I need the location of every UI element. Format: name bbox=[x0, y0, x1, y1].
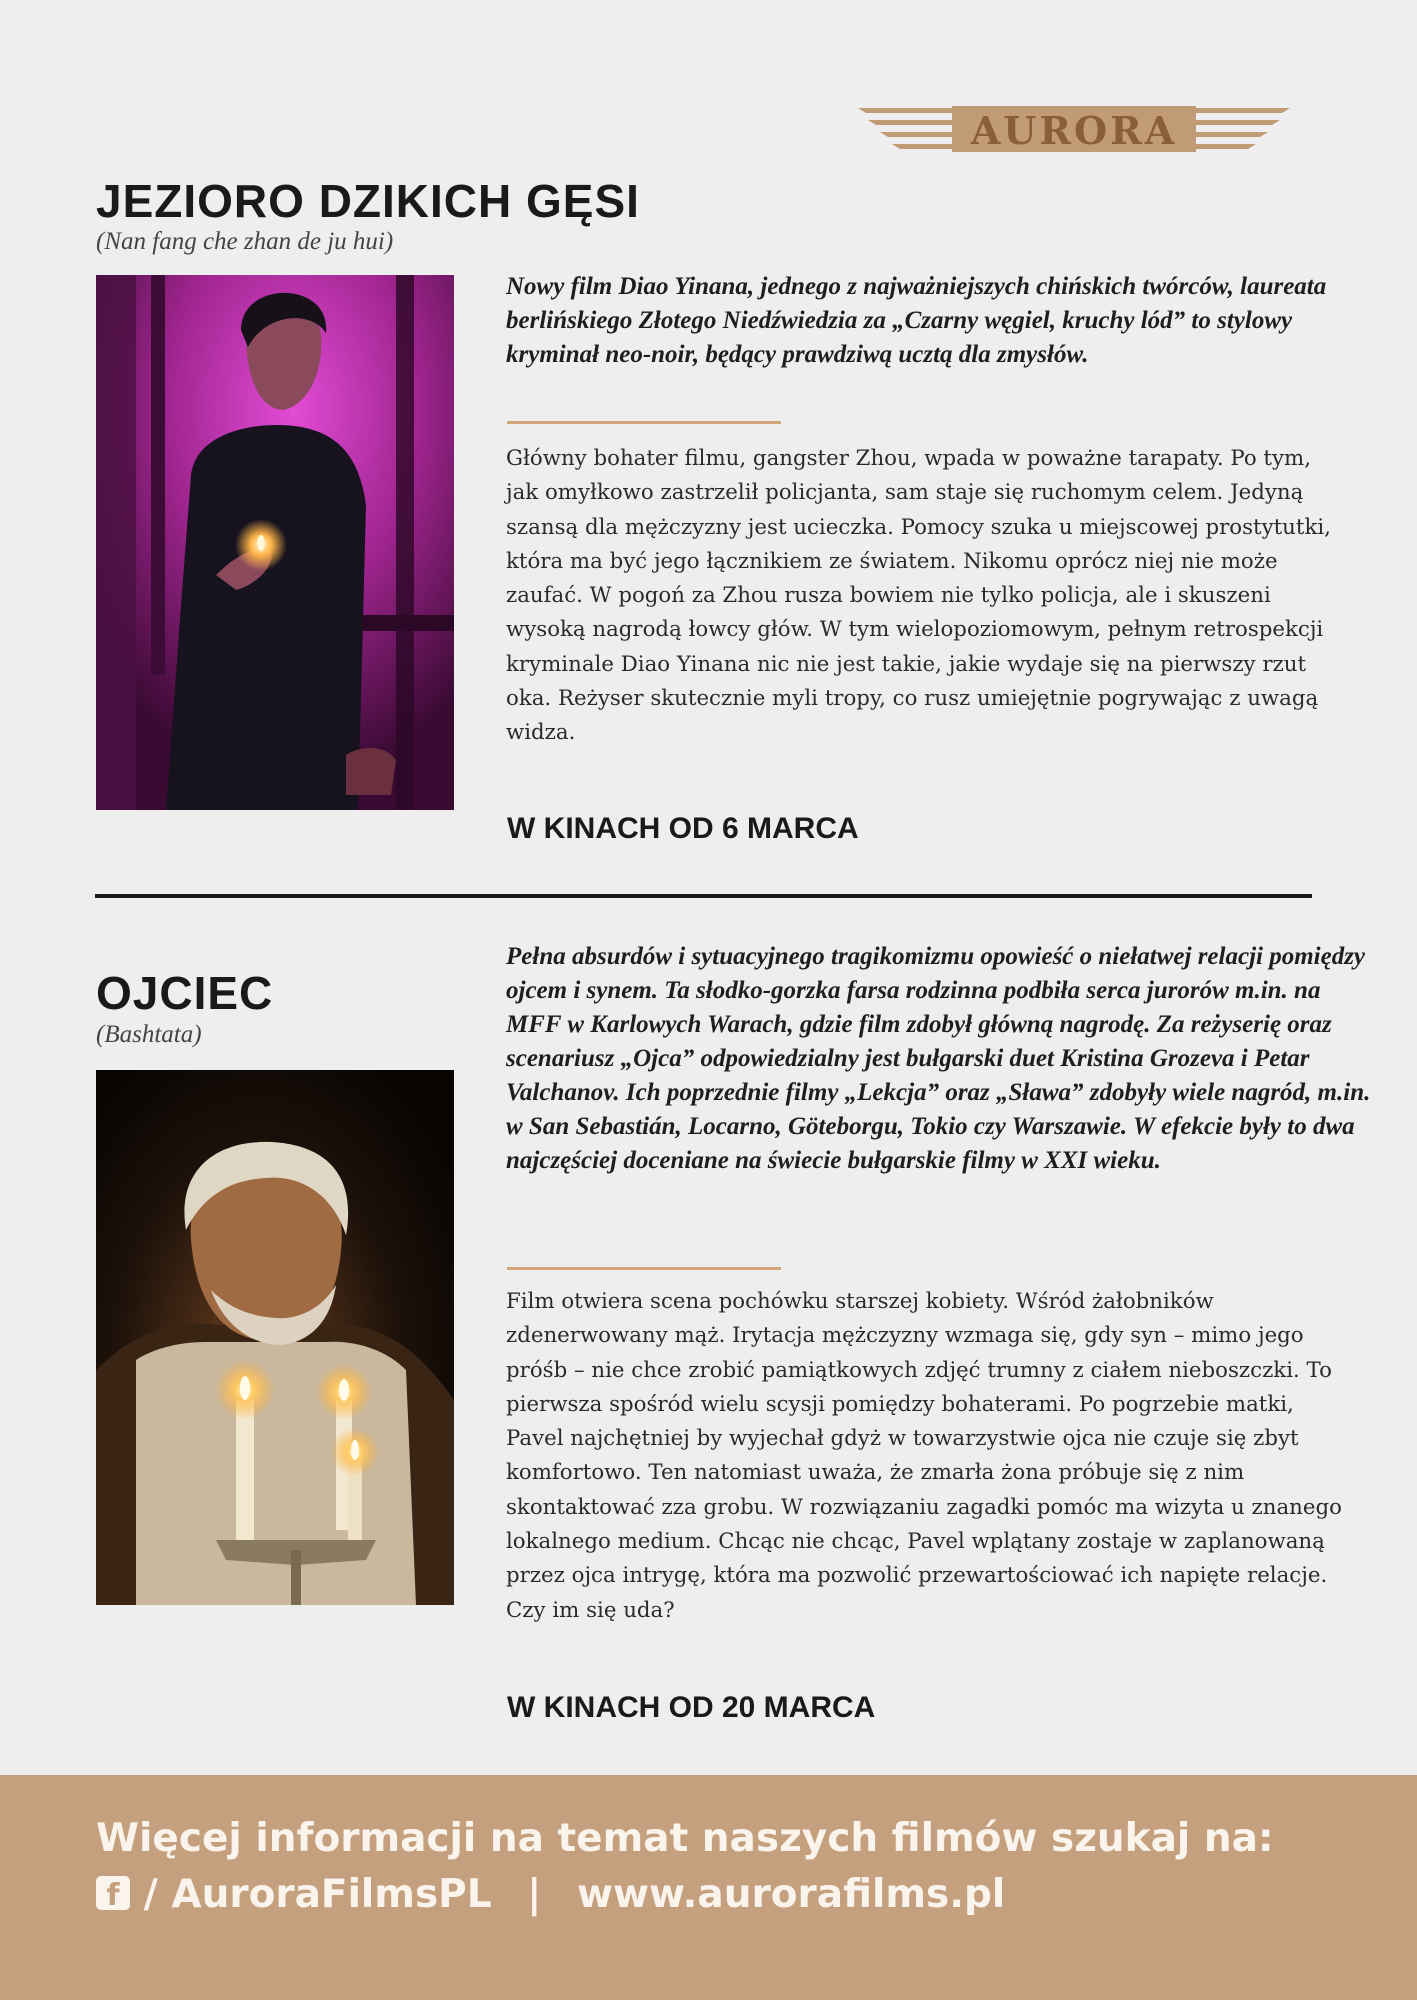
film2-synopsis: Film otwiera scena pochówku starszej kobiety. Wśród żałobników zdenerwowany mąż. Irytacja mężczyzny wzmaga się, gdy syn – mimo jego próśb – nie chce zrobić pamiątkowych zdjęć trumny z ciałem nieboszczki. To pierwsza spośród wielu scysji pomiędzy bohaterami. Po pogrzebie matki, Pavel najchętniej by wyjechał gdyż w towarzystwie ojca nie czuje się zbyt komfortowo. Ten natomiast uważa, że zmarła żona próbuje się z nim skontaktować zza grobu. W rozwiązaniu zagadki pomóc ma wizyta u znanego lokalnego medium. Chcąc nie chcąc, Pavel wplątany zostaje w zaplanowaną przez ojca intrygę, która ma pozwolić przewartościować ich napięte relacje. Czy im się uda? bbox=[506, 1289, 1342, 1623]
website-link[interactable]: www.aurorafilms.pl bbox=[577, 1872, 1006, 1917]
film1-title: JEZIORO DZIKICH GĘSI bbox=[96, 175, 640, 227]
footer-info-text: Więcej informacji na temat naszych filmów szukaj na: bbox=[96, 1816, 1274, 1861]
footer-separator: | bbox=[527, 1872, 542, 1917]
film2-lead: Pełna absurdów i sytuacyjnego tragikomizmu opowieść o niełatwej relacji pomiędzy ojcem i synem. Ta słodko-gorzka farsa rodzinna podbiła serca jurorów m.in. na MFF w Karlowych Warach, gdzie film zdobył główną nagrodę. Za reżyserię oraz scenariusz „Ojca” odpowiedzialny jest bułgarski duet Kristina Grozeva i Petar Valchanov. Ich poprzednie filmy „Lekcja” oraz „Sława” zdobyły wiele nagród, m.in. w San Sebastián, Locarno, Göteborgu, Tokio czy Warszawie. W efekcie były to dwa najczęściej doceniane na świecie bułgarskie filmy w XXI wieku. bbox=[506, 943, 1371, 1174]
film2-title: OJCIEC bbox=[96, 967, 274, 1019]
film1-release-date: W KINACH OD 6 MARCA bbox=[507, 812, 859, 845]
footer-links bbox=[96, 1872, 1006, 1917]
aurora-logo bbox=[858, 104, 1290, 154]
film1-still bbox=[96, 275, 454, 810]
footer-banner bbox=[0, 1775, 1417, 2000]
facebook-handle-link[interactable]: / AuroraFilmsPL bbox=[143, 1872, 492, 1917]
film2-original-title: (Bashtata) bbox=[96, 1021, 202, 1048]
section-divider bbox=[95, 894, 1312, 898]
film1-synopsis: Główny bohater filmu, gangster Zhou, wpada w poważne tarapaty. Po tym, jak omyłkowo zastrzelił policjanta, sam staje się ruchomym celem. Jedyną szansą dla mężczyzny jest ucieczka. Pomocy szuka u miejscowej prostytutki, która ma być jego łącznikiem ze światem. Nikomu oprócz niej nie może zaufać. W pogoń za Zhou rusza bowiem nie tylko policja, ale i skuszeni wysoką nagrodą łowcy głów. W tym wielopoziomowym, pełnym retrospekcji kryminale Diao Yinana nic nie jest takie, jakie wydaje się na pierwszy rzut oka. Reżyser skutecznie myli tropy, co rusz umiejętnie pogrywając z uwagą widza. bbox=[506, 446, 1331, 746]
film1-accent-rule bbox=[507, 421, 781, 424]
film2-release-date: W KINACH OD 20 MARCA bbox=[507, 1691, 876, 1724]
film2-accent-rule bbox=[507, 1267, 781, 1270]
film1-original-title: (Nan fang che zhan de ju hui) bbox=[96, 228, 394, 255]
film2-still bbox=[96, 1070, 454, 1605]
svg-text:AURORA: AURORA bbox=[970, 108, 1178, 153]
facebook-icon[interactable]: f bbox=[96, 1876, 130, 1910]
film1-lead: Nowy film Diao Yinana, jednego z najważniejszych chińskich twórców, laureata berlińskiego Złotego Niedźwiedzia za „Czarny węgiel, kruchy lód” to stylowy kryminał neo-noir, będący prawdziwą ucztą dla zmysłów. bbox=[506, 273, 1327, 368]
